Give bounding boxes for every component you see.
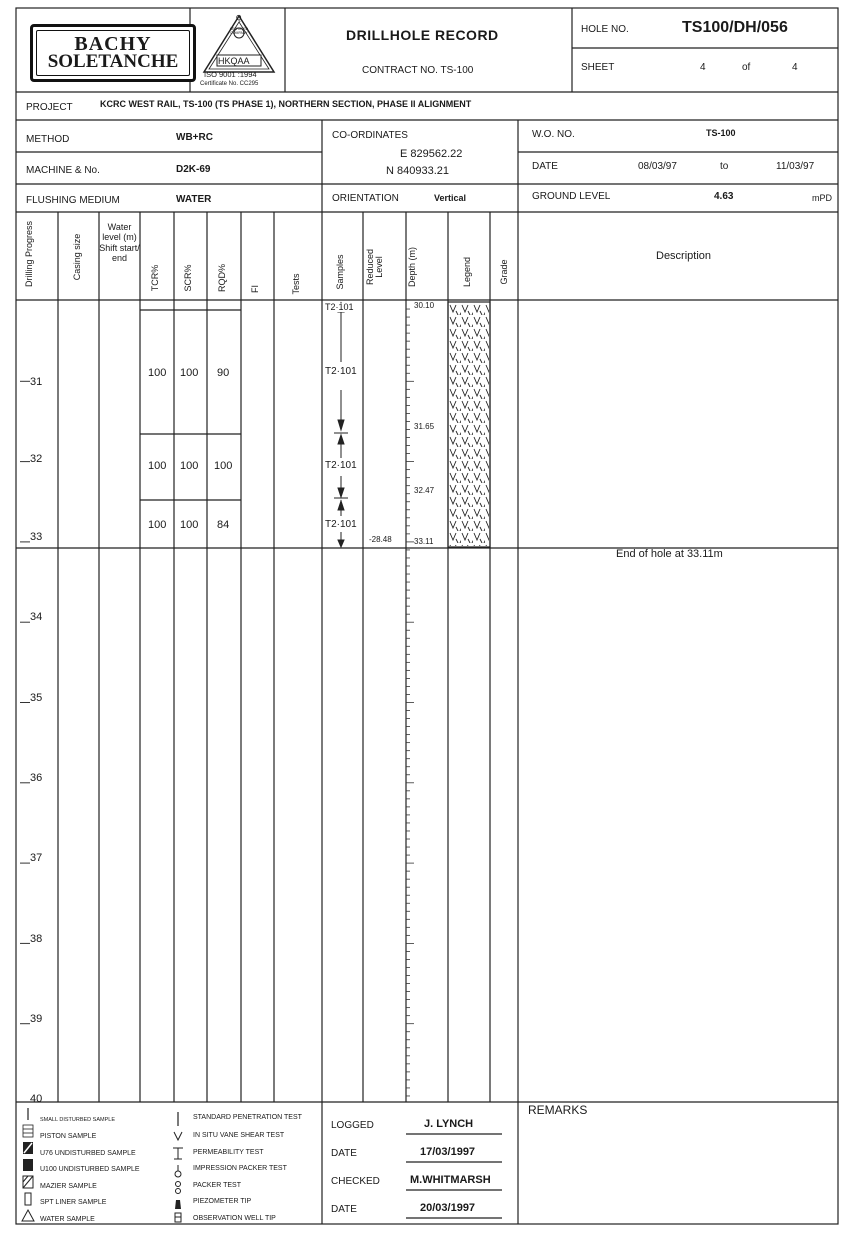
key-right-item: IN SITU VANE SHEAR TEST [193,1132,285,1139]
col-casing-size: Casing size [72,233,82,281]
key-left-item: PISTON SAMPLE [40,1133,97,1140]
key-right-item: IMPRESSION PACKER TEST [193,1165,287,1172]
checked-date: 20/03/1997 [420,1202,476,1214]
sample-label: T2·101 [325,519,357,530]
wo-label: W.O. NO. [532,129,575,140]
hole-no-label: HOLE NO. [581,24,629,35]
cert-iso: ISO 9001 :1994 [204,70,257,79]
key-left-item: U76 UNDISTURBED SAMPLE [40,1150,136,1157]
key-left-icons [18,1106,38,1228]
key-right-item: PACKER TEST [193,1182,241,1189]
sheet-label: SHEET [581,62,615,73]
tcr-value: 100 [148,460,167,472]
depth-label: 32 [30,453,43,465]
col-rqd: RQD% [217,264,227,293]
machine-value: D2K-69 [176,164,211,175]
end-of-hole-note: End of hole at 33.11m [616,548,723,560]
flushing-label: FLUSHING MEDIUM [26,195,120,206]
remarks-label: REMARKS [528,1103,588,1117]
key-left-item: SMALL DISTURBED SAMPLE [40,1117,115,1123]
observation-well-icon [175,1213,181,1222]
sample-label: T2·101 [325,460,357,471]
permeability-icon [173,1148,183,1159]
scr-value: 100 [180,367,199,379]
rqd-value: 90 [217,367,230,379]
logged-date: 17/03/1997 [420,1146,476,1158]
packer-test-icon [176,1182,181,1194]
sheet-of: of [742,62,751,73]
depth-label: 33 [30,531,43,543]
u76-icon [23,1142,33,1154]
tcr-value: 100 [148,367,167,379]
piston-sample-icon [23,1125,33,1137]
col-tests: Tests [291,273,301,295]
scr-value: 100 [180,519,199,531]
key-right-item: PERMEABILITY TEST [193,1149,264,1156]
depth-label: 37 [30,852,43,864]
coordinates-label: CO-ORDINATES [332,130,408,141]
checked-date-label: DATE [331,1204,357,1215]
tcr-value: 100 [148,519,167,531]
hkqaa-triangle-icon [200,14,278,76]
logged-date-label: DATE [331,1148,357,1159]
depth-label: 34 [30,611,43,623]
depth-mark: 31.65 [414,422,435,431]
method-value: WB+RC [176,132,213,143]
hole-no: TS100/DH/056 [682,19,788,36]
method-label: METHOD [26,134,70,145]
project-label: PROJECT [26,102,73,113]
key-right-item: STANDARD PENETRATION TEST [193,1114,302,1121]
cert-top: CERTIFIED COMPANY [229,27,249,35]
cert-body: HKQAA [218,56,250,66]
company-logo [30,24,196,82]
piezometer-icon [175,1200,181,1209]
orientation-value: Vertical [434,193,467,203]
easting-value: E 829562.22 [400,148,463,160]
key-left-item: SPT LINER SAMPLE [40,1199,107,1206]
cert-number: Certificate No. CC295 [200,81,259,87]
mazier-icon [23,1176,33,1188]
rock-legend-pattern [449,303,489,546]
key-right-icons [168,1110,188,1226]
key-left-item: MAZIER SAMPLE [40,1183,97,1190]
flushing-value: WATER [176,194,212,205]
col-depth: Depth (m) [407,247,417,288]
date-label: DATE [532,161,558,172]
rqd-value: 84 [217,519,230,531]
date-to-word: to [720,161,729,172]
cert-q: Q [236,15,242,22]
logo-line2: SOLETANCHE [47,51,179,72]
depth-label: 40 [30,1093,43,1105]
ground-label: GROUND LEVEL [532,191,611,202]
col-grade: Grade [499,259,509,285]
col-description: Description [656,250,712,262]
sample-label: T2·101 [325,302,354,312]
project-value: KCRC WEST RAIL, TS-100 (TS PHASE 1), NORTHERN SECTION, PHASE II ALIGNMENT [100,99,472,109]
scr-value: 100 [180,460,199,472]
col-tcr: TCR% [150,264,160,292]
logged-by: J. LYNCH [424,1118,474,1130]
key-right-item: PIEZOMETER TIP [193,1198,252,1205]
depth-mark: 32.47 [414,486,435,495]
checked-label: CHECKED [331,1176,380,1187]
sample-label: T2·101 [325,366,357,377]
depth-label: 35 [30,692,43,704]
ground-unit: mPD [812,193,832,203]
col-drilling-progress: Drilling Progress [24,220,34,287]
depth-label: 31 [30,376,43,388]
northing-value: N 840933.21 [386,165,449,177]
col-legend: Legend [462,256,472,288]
depth-label: 39 [30,1013,43,1025]
page-title: DRILLHOLE RECORD [346,27,499,43]
sheet-number: 4 [700,62,706,73]
col-water-level: Water level (m) Shift start/ end [99,222,140,264]
water-sample-icon [22,1210,34,1221]
contract-number: CONTRACT NO. TS-100 [362,65,474,76]
sheet-total: 4 [792,62,798,73]
key-left-item: WATER SAMPLE [40,1216,95,1223]
depth-label: 36 [30,772,43,784]
checked-by: M.WHITMARSH [410,1174,491,1186]
key-right-item: OBSERVATION WELL TIP [193,1215,276,1222]
depth-mark: 33.11 [414,537,434,546]
depth-mark: 30.10 [414,301,435,310]
machine-label: MACHINE & No. [26,165,100,176]
ground-value: 4.63 [714,191,734,202]
date-from: 08/03/97 [638,161,677,172]
vane-shear-icon [174,1132,182,1140]
rqd-value: 100 [214,460,233,472]
logged-label: LOGGED [331,1120,374,1131]
reduced-level-value: -28.48 [369,535,392,544]
impression-packer-icon [175,1165,181,1177]
orientation-label: ORIENTATION [332,193,399,204]
col-samples: Samples [335,254,345,290]
u100-icon [23,1159,33,1171]
wo-value: TS-100 [706,128,736,138]
key-left-item: U100 UNDISTURBED SAMPLE [40,1166,140,1173]
col-fi: FI [250,285,260,293]
col-reduced-level: Reduced Level [365,248,385,286]
date-to: 11/03/97 [776,161,815,172]
col-scr: SCR% [183,264,193,292]
logo-line1: BACHY [74,33,152,55]
spt-liner-icon [25,1193,31,1205]
depth-label: 38 [30,933,43,945]
